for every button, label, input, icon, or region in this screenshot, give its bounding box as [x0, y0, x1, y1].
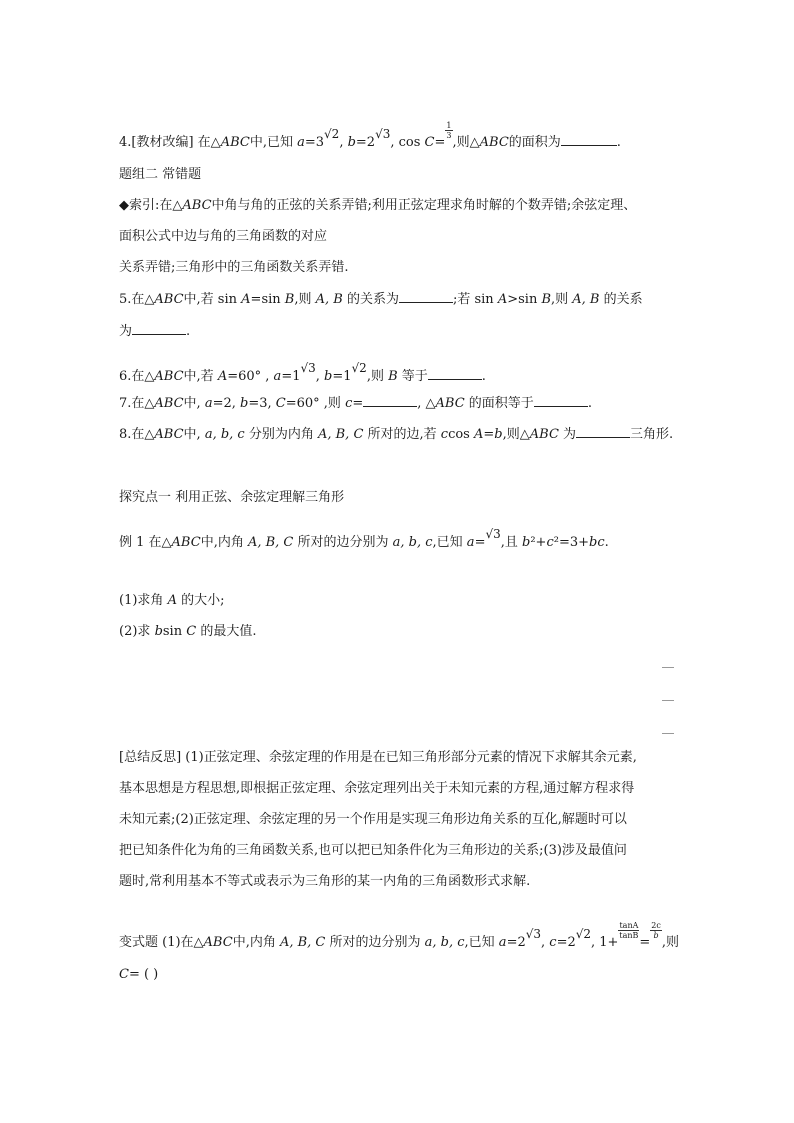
section-title: 探究点一 利用正弦、余弦定理解三角形	[119, 490, 345, 505]
example-1-part-1: (1)求角 A 的大小;	[119, 593, 225, 608]
summary-line-3: 未知元素;(2)正弦定理、余弦定理的另一个作用是实现三角形边角关系的互化,解题时可以	[119, 812, 627, 827]
divider-mark	[662, 667, 674, 668]
answer-blank[interactable]	[399, 290, 453, 303]
question-7: 7.在△ABC中, a=2, b=3, C=60° ,则 c= , △ABC 的面积等于 .	[119, 396, 592, 411]
question-8: 8.在△ABC中, a, b, c 分别为内角 A, B, C 所对的边,若 ccos A=b,则△ABC 为 三角形.	[119, 427, 674, 442]
answer-blank[interactable]	[534, 394, 588, 407]
divider-mark	[662, 700, 674, 701]
summary-line-5: 题时,常利用基本不等式或表示为三角形的某一内角的三角函数形式求解.	[119, 874, 531, 889]
index-line-3: 关系弄错;三角形中的三角函数关系弄错.	[119, 260, 349, 275]
sqrt-2: √2	[351, 361, 367, 375]
divider-mark	[662, 733, 674, 734]
answer-blank[interactable]	[428, 367, 482, 380]
sqrt-3: √3	[375, 127, 391, 141]
sqrt-3: √3	[525, 927, 542, 941]
answer-blank[interactable]	[363, 394, 417, 407]
question-5: 5.在△ABC中,若 sin A=sin B,则 A, B 的关系为 ;若 sin A>sin B,则 A, B 的关系	[119, 292, 643, 307]
answer-blank[interactable]	[132, 322, 186, 335]
fraction-one-third: $\frac{1}{3}$	[446, 121, 452, 140]
group-2-title: 题组二 常错题	[119, 167, 202, 182]
summary-line-1: [总结反思] (1)正弦定理、余弦定理的作用是在已知三角形部分元素的情况下求解其余元素,	[119, 750, 637, 765]
fraction-tan-ratio: $\frac{\tan A}{\tan B}$	[619, 921, 639, 940]
index-line-2: 面积公式中边与角的三角函数的对应	[119, 229, 328, 244]
answer-blank[interactable]	[576, 425, 630, 438]
example-1: 例 1 在△ABC中,内角 A, B, C 所对的边分别为 a, b, c,已知 a=√3,且 b²+c²=3+bc.	[119, 527, 609, 550]
answer-blank[interactable]	[561, 133, 617, 146]
sqrt-3: √3	[300, 361, 316, 375]
summary-line-4: 把已知条件化为角的三角函数关系,也可以把已知条件化为三角形边的关系;(3)涉及最值问	[119, 843, 627, 858]
sqrt-2: √2	[324, 127, 340, 141]
sqrt-2: √2	[575, 927, 592, 941]
index-line-1: ◆索引:在△ABC中角与角的正弦的关系弄错;利用正弦定理求角时解的个数弄错;余弦定理、	[119, 198, 637, 213]
sqrt-3: √3	[485, 527, 501, 541]
question-4: 4.[教材改编] 在△ABC中,已知 a=3√2, b=2√3, cos C= $\frac{1}{3}$ ,则△ABC的面积为 .	[119, 121, 621, 150]
variant-question-line-2: C= ( )	[119, 967, 159, 982]
fraction-2c-over-b: $\frac{2c}{b}$	[651, 921, 661, 940]
example-1-part-2: (2)求 bsin C 的最大值.	[119, 624, 257, 639]
question-5-line-2: 为 .	[119, 324, 191, 339]
question-6: 6.在△ABC中,若 A=60° , a=1√3, b=1√2,则 B 等于 .	[119, 361, 486, 384]
summary-line-2: 基本思想是方程思想,即根据正弦定理、余弦定理列出关于未知元素的方程,通过解方程求得	[119, 781, 635, 796]
variant-question: 变式题 (1)在△ABC中,内角 A, B, C 所对的边分别为 a, b, c,已知 a=2√3, c=2√2, 1+ $\frac{\tan A}{\tan B}$ = $\frac{2c}{b}$ ,则	[119, 921, 679, 950]
